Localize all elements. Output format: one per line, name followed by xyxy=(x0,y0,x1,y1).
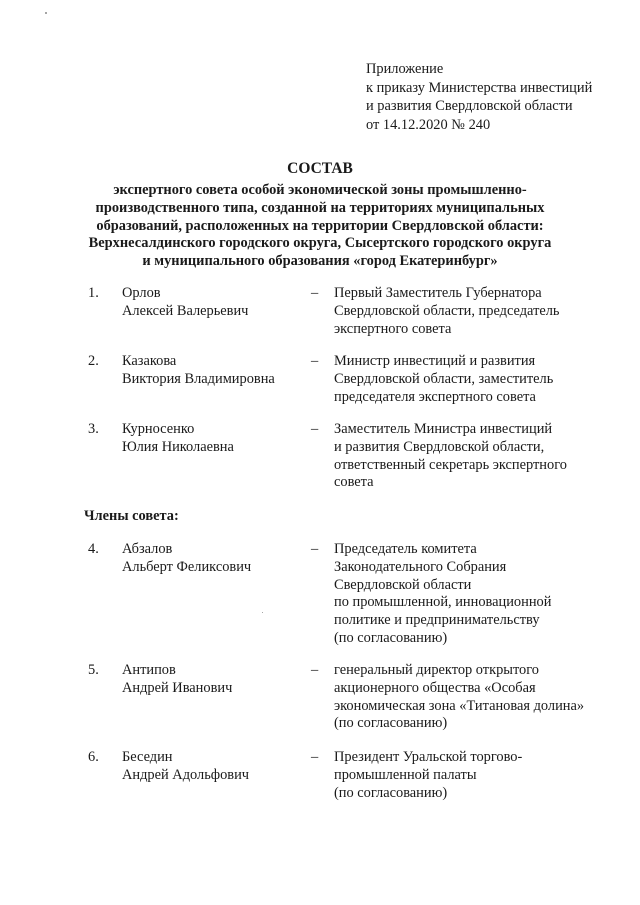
subtitle-line: экспертного совета особой экономической зоны промышленно- xyxy=(113,182,527,198)
member-surname: Казакова xyxy=(122,353,177,369)
member-position xyxy=(334,541,634,648)
members-heading: Члены совета: xyxy=(84,508,179,524)
position-line: совета xyxy=(334,474,374,491)
position-line: (по согласованию) xyxy=(334,715,448,732)
member-given-names: Андрей Иванович xyxy=(122,679,233,696)
member-given-names: Андрей Адольфович xyxy=(122,766,250,783)
position-line: экономическая зона «Титановая долина» xyxy=(334,697,585,714)
member-position xyxy=(334,353,634,406)
member-name xyxy=(122,353,275,389)
position-line: (по согласованию) xyxy=(334,784,448,801)
member-name xyxy=(122,541,251,577)
member-surname: Курносенко xyxy=(122,421,195,437)
position-line: и развития Свердловской области, xyxy=(334,438,545,455)
member-number: 2. xyxy=(88,353,99,369)
member-position xyxy=(334,421,634,492)
position-line: промышленной палаты xyxy=(334,766,477,783)
dash-separator: – xyxy=(311,749,319,765)
approval-line: и развития Свердловской области xyxy=(366,98,573,114)
position-line: Свердловской области, заместитель xyxy=(334,370,554,387)
member-number: 6. xyxy=(88,749,99,765)
dash-separator: – xyxy=(311,353,319,369)
member-position xyxy=(334,749,634,802)
position-line: Свердловской области xyxy=(334,576,472,593)
member-number: 3. xyxy=(88,421,99,437)
position-line: Законодательного Собрания xyxy=(334,558,507,575)
subtitle-line: и муниципального образования «город Екатеринбург» xyxy=(142,253,498,270)
position-line: по промышленной, инновационной xyxy=(334,594,552,611)
member-surname: Беседин xyxy=(122,749,173,765)
approval-line: от 14.12.2020 № 240 xyxy=(366,116,491,133)
approval-block xyxy=(366,60,636,134)
member-position xyxy=(334,662,634,733)
member-name xyxy=(122,421,234,457)
position-line: экспертного совета xyxy=(334,320,452,337)
member-given-names: Алексей Валерьевич xyxy=(122,302,249,319)
position-line: Министр инвестиций и развития xyxy=(334,353,536,369)
position-line: (по согласованию) xyxy=(334,629,448,646)
member-surname: Абзалов xyxy=(122,541,173,557)
member-name xyxy=(122,662,232,698)
position-line: ответственный секретарь экспертного xyxy=(334,456,567,473)
scan-speck xyxy=(262,612,263,613)
member-given-names: Альберт Феликсович xyxy=(122,558,252,575)
subtitle-line: производственного типа, созданной на территориях муниципальных xyxy=(95,199,545,216)
dash-separator: – xyxy=(311,662,319,678)
position-line: генеральный директор открытого xyxy=(334,662,539,678)
approval-line: к приказу Министерства инвестиций xyxy=(366,79,593,96)
member-surname: Антипов xyxy=(122,662,176,678)
member-surname: Орлов xyxy=(122,285,161,301)
position-line: Президент Уральской торгово- xyxy=(334,749,523,765)
member-number: 1. xyxy=(88,285,99,301)
approval-line: Приложение xyxy=(366,61,444,77)
position-line: Заместитель Министра инвестиций xyxy=(334,421,553,437)
position-line: политике и предпринимательству xyxy=(334,612,540,629)
position-line: Председатель комитета xyxy=(334,541,477,557)
member-given-names: Виктория Владимировна xyxy=(122,370,275,387)
subtitle-line: Верхнесалдинского городского округа, Сысертского городского округа xyxy=(88,235,552,252)
dash-separator: – xyxy=(311,421,319,437)
position-line: Первый Заместитель Губернатора xyxy=(334,285,542,301)
position-line: акционерного общества «Особая xyxy=(334,679,536,696)
member-given-names: Юлия Николаевна xyxy=(122,438,234,455)
scan-speck xyxy=(45,12,47,14)
position-line: председателя экспертного совета xyxy=(334,388,536,405)
dash-separator: – xyxy=(311,285,319,301)
document-subtitle xyxy=(40,182,600,271)
member-position xyxy=(334,285,634,338)
document-title: СОСТАВ xyxy=(287,160,353,177)
position-line: Свердловской области, председатель xyxy=(334,302,560,319)
subtitle-line: образований, расположенных на территории Свердловской области: xyxy=(96,217,544,234)
member-number: 5. xyxy=(88,662,99,678)
member-number: 4. xyxy=(88,541,99,557)
dash-separator: – xyxy=(311,541,319,557)
member-name xyxy=(122,285,248,321)
member-name xyxy=(122,749,249,785)
